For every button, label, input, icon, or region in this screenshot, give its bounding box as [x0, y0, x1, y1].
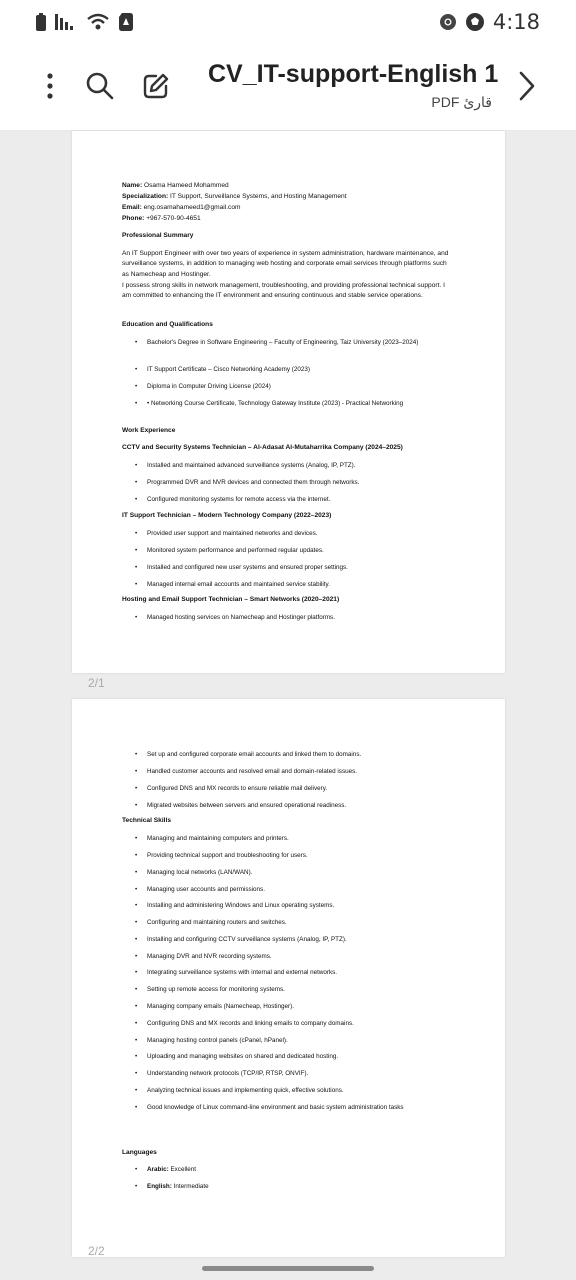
list-item: • Managed hosting services on Namecheap and Hostinger platforms. [147, 613, 447, 623]
languages-heading: Languages [122, 1149, 157, 1156]
list-item: • Providing technical support and troubleshooting for users. [147, 851, 447, 861]
education-heading: Education and Qualifications [122, 321, 213, 328]
list-item: • Handled customer accounts and resolved email and domain-related issues. [147, 767, 447, 777]
list-item: • Managing hosting control panels (cPanel, hPanel). [147, 1036, 447, 1046]
list-item: • Diploma in Computer Driving License (2024) [147, 382, 447, 392]
status-left-icons [36, 13, 133, 31]
summary-paragraph-1: An IT Support Engineer with over two years of experience in system administration, hardware maintenance, and surveillance systems, in addition to managing web hosting and corporate email services through platforms such as Namecheap and Hostinger. [122, 250, 449, 278]
wifi-icon [86, 13, 110, 31]
sim-icon [119, 13, 133, 31]
work-heading: Work Experience [122, 427, 176, 434]
list-item: • Managing user accounts and permissions. [147, 885, 447, 895]
summary-paragraph-2: I possess strong skills in network management, troubleshooting, and providing professional technical support. I am committed to enhancing the IT environment and ensuring continuous and stable service operations. [122, 282, 445, 300]
clock: 4:18 [492, 10, 540, 34]
job-title: Hosting and Email Support Technician – Smart Networks (2020–2021) [122, 596, 340, 603]
list-item: • Migrated websites between servers and ensured operational readiness. [147, 801, 447, 811]
phone-line: Phone: +967-570-90-4651 [122, 215, 201, 222]
more-vert-icon[interactable] [38, 66, 62, 106]
page-number: 2/1 [88, 676, 105, 690]
spec-line: Specialization: IT Support, Surveillance Systems, and Hosting Management [122, 193, 347, 200]
list-item: • Provided user support and maintained networks and devices. [147, 529, 447, 539]
document-title: CV_IT-support-English 1 [208, 60, 499, 88]
list-item: • Managing company emails (Namecheap, Hostinger). [147, 1002, 447, 1012]
job-title: IT Support Technician – Modern Technology Company (2022–2023) [122, 512, 332, 519]
app-bar [0, 46, 576, 131]
app-subtitle: PDF قارئ [431, 94, 492, 110]
page-number: 2/2 [88, 1244, 105, 1258]
summary-heading: Professional Summary [122, 232, 194, 239]
list-item: • Managing DVR and NVR recording systems. [147, 952, 447, 962]
list-item: • IT Support Certificate – Cisco Networking Academy (2023) [147, 365, 447, 375]
list-item: • Good knowledge of Linux command-line environment and basic system administration tasks [147, 1103, 447, 1113]
edit-icon[interactable] [140, 70, 172, 102]
pdf-page-1[interactable] [72, 131, 505, 673]
job-title: CCTV and Security Systems Technician – Al-Adasat Al-Mutaharrika Company (2024–2025) [122, 444, 403, 451]
list-item: • Installing and configuring CCTV surveillance systems (Analog, IP, PTZ). [147, 935, 447, 945]
list-item: • Monitored system performance and performed regular updates. [147, 546, 447, 556]
list-item: • Managed internal email accounts and maintained service stability. [147, 580, 447, 590]
list-item: • Configuring and maintaining routers and switches. [147, 918, 447, 928]
list-item: • Arabic: Excellent [147, 1165, 447, 1175]
chrome-icon [439, 13, 457, 31]
list-item: • Integrating surveillance systems with internal and external networks. [147, 968, 447, 978]
list-item: • Configuring DNS and MX records and linking emails to company domains. [147, 1019, 447, 1029]
list-item: • Setting up remote access for monitoring systems. [147, 985, 447, 995]
status-bar [0, 0, 576, 46]
list-item: • Understanding network protocols (TCP/IP, RTSP, ONVIF). [147, 1069, 447, 1079]
list-item: • Installed and configured new user systems and ensured proper settings. [147, 563, 447, 573]
email-line: Email: eng.osamahameed1@gmail.com [122, 204, 241, 211]
list-item: • Installed and maintained advanced surveillance systems (Analog, IP, PTZ). [147, 461, 447, 471]
list-item: • Uploading and managing websites on shared and dedicated hosting. [147, 1052, 447, 1062]
list-item: • Installing and administering Windows and Linux operating systems. [147, 901, 447, 911]
pdf-page-2[interactable] [72, 699, 505, 1257]
list-item: • Managing local networks (LAN/WAN). [147, 868, 447, 878]
gesture-bar[interactable] [202, 1266, 374, 1271]
list-item: • Programmed DVR and NVR devices and connected them through networks. [147, 478, 447, 488]
list-item: • English: Intermediate [147, 1182, 447, 1192]
name-line: Name: Osama Hameed Mohammed [122, 182, 229, 189]
list-item: • • Networking Course Certificate, Technology Gateway Institute (2023) - Practical Networking [147, 399, 447, 409]
status-right [439, 10, 540, 34]
list-item: • Configured monitoring systems for remote access via the internet. [147, 495, 447, 505]
skills-heading: Technical Skills [122, 817, 171, 824]
list-item: • Set up and configured corporate email accounts and linked them to domains. [147, 750, 447, 760]
signal-icon [55, 14, 77, 30]
list-item: • Bachelor's Degree in Software Engineering – Faculty of Engineering, Taiz University (2023–2024) [147, 338, 447, 348]
battery-icon [36, 13, 46, 31]
chevron-right-icon[interactable] [512, 68, 542, 104]
search-icon[interactable] [84, 70, 116, 102]
list-item: • Managing and maintaining computers and printers. [147, 834, 447, 844]
list-item: • Analyzing technical issues and implementing quick, effective solutions. [147, 1086, 447, 1096]
list-item: • Configured DNS and MX records to ensure reliable mail delivery. [147, 784, 447, 794]
football-icon [465, 12, 485, 32]
